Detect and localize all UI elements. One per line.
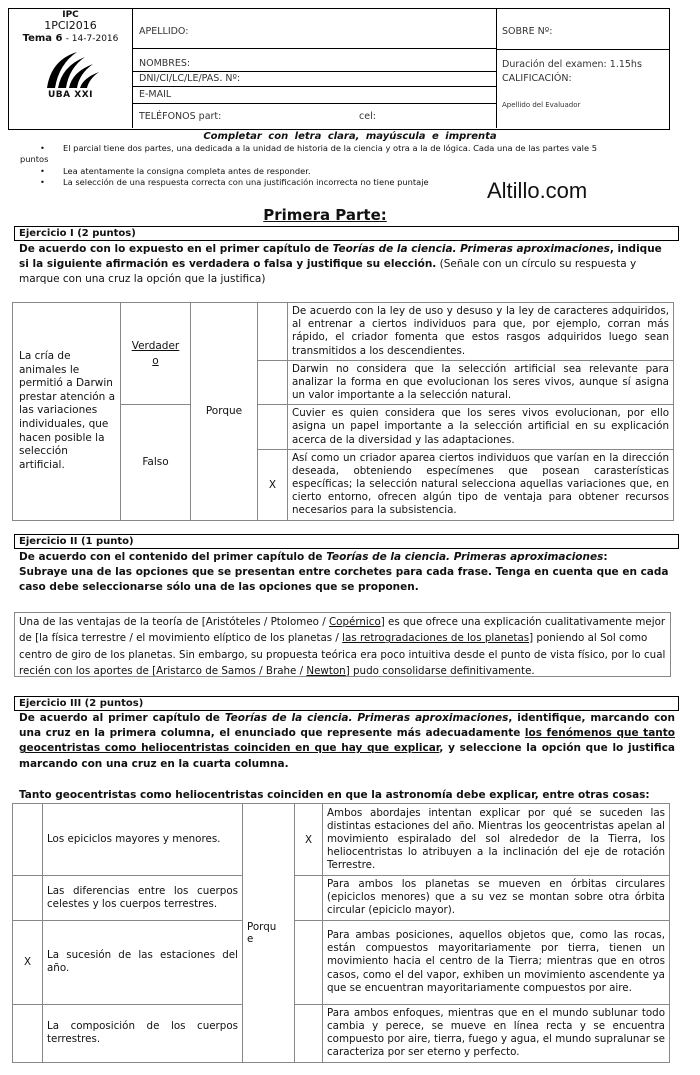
- ej1-stmt-a: De acuerdo con lo expuesto en el primer capítulo de: [19, 243, 333, 255]
- ej1-mark-cell[interactable]: [258, 360, 288, 405]
- ej2-title-text: Ejercicio II (1 punto): [19, 536, 134, 547]
- ej2-stmt-a: De acuerdo con el contenido del primer capítulo de: [19, 551, 327, 563]
- ej1-option-1: De acuerdo con la ley de uso y desuso y la ley de caracteres adquiridos, al entrenar a ciertos individuos para que, por ejemplo, corran más rápido, el criador fomenta que estos rasgos adquiridos luego sean transmitidos a los descendientes.: [288, 303, 674, 361]
- ej3-stmt-u: los fenómenos que tanto geocentristas como heliocentristas coinciden en que hay que explicar: [19, 727, 675, 755]
- ej3-left-mark[interactable]: [13, 1004, 43, 1062]
- ej2-book: Teorías de la ciencia. Primeras aproximaciones: [326, 551, 604, 563]
- ej2-paragraph: [14, 612, 671, 677]
- ej1-statement: [19, 242, 675, 288]
- ej2-p2: ] es que ofrece una explicación cualitativamente mejor de [la física terrestre / el movimiento elíptico de los planetas /: [19, 616, 666, 645]
- instruction-2: Lea atentamente la consigna completa antes de responder.: [63, 166, 311, 176]
- email-field[interactable]: E-MAIL: [133, 87, 496, 104]
- ej1-mark-cell[interactable]: X: [258, 449, 288, 520]
- telefonos-label: TELÉFONOS part:: [139, 111, 222, 122]
- ej1-stmt-c: (Señale con un círculo su respuesta y marque con una cruz la opción que la justifica): [19, 258, 637, 286]
- instruction-3: La selección de una respuesta correcta con una justificación incorrecta no tiene puntaje: [63, 177, 429, 187]
- calificacion-field[interactable]: CALIFICACIÓN:: [502, 73, 572, 84]
- ej3-right-4: Para ambos enfoques, mientras que en el mundo sublunar todo cambia y perece, se mueve en línea recta y se encuentra compuesto por aire, tierra, fuego y agua, el mundo supralunar se caracteriza por ser eterno y perfecto.: [323, 1004, 670, 1062]
- exam-header: [8, 8, 670, 130]
- ej1-verdadero-label: Verdadero: [131, 339, 180, 367]
- ej1-title: [14, 226, 679, 241]
- bullet-dot: •: [40, 177, 45, 187]
- ej1-claim: La cría de animales le permitió a Darwin prestar atención a las variaciones individuales, que hacen posible la selección artificial.: [13, 303, 121, 521]
- ej3-left-mark[interactable]: [13, 804, 43, 876]
- ej3-book: Teorías de la ciencia. Primeras aproximaciones: [224, 712, 509, 724]
- cel-label: cel:: [359, 111, 376, 122]
- evaluador-label: Apellido del Evaluador: [502, 101, 581, 109]
- ej2-stmt-b: :: [603, 551, 608, 563]
- ej3-right-1: Ambos abordajes intentan explicar por qué se suceden las distintas estaciones del año. Mientras los geocentristas apelan al movimiento espiralado del sol alrededor de la Tierra, los heliocentristas lo atribuyen a la inclinación del eje de rotación Terrestre.: [323, 804, 670, 876]
- grading-fields: [497, 9, 669, 128]
- ej3-right-3: Para ambas posiciones, aquellos objetos que, como las rocas, están compuestos mayoritariamente por tierra, tienen un movimiento hacia el centro de la Tierra; mientras que en otros casos, como el del vapor, exhiben un movimiento ascendente ya que se encuentran mayoritariamente compuestos por aire.: [323, 920, 670, 1004]
- logo-cell: [9, 9, 133, 128]
- ej3-right-mark[interactable]: [295, 876, 323, 921]
- ej3-table: [12, 803, 670, 1063]
- ej3-right-mark[interactable]: [295, 1004, 323, 1062]
- ej2-p3: ] poniendo al Sol como centro de giro de los planetas. Sin embargo, su propuesta teórica era poco intuitiva desde el punto de vista físico, por lo cual recién con los aportes de [Aristarco de Samos / Brahe /: [19, 632, 666, 678]
- course-label: IPC: [62, 10, 79, 20]
- ej1-option-2: Darwin no considera que la selección artificial sea relevante para analizar la forma en que evolucionan los seres vivos, aunque sí asigna un valor importante a la selección natural.: [288, 360, 674, 405]
- dni-field[interactable]: DNI/CI/LC/LE/PAS. Nº:: [133, 72, 496, 87]
- ej1-verdadero-option[interactable]: [121, 303, 191, 405]
- ej1-stmt-b: , indique si la siguiente afirmación es verdadera o falsa y justifique su elección.: [19, 243, 662, 271]
- ej2-choice-3[interactable]: Newton: [306, 665, 346, 678]
- ej2-p1: Una de las ventajas de la teoría de [Aristóteles / Ptolomeo /: [19, 616, 329, 628]
- student-fields: [133, 9, 497, 128]
- ej3-right-mark[interactable]: X: [295, 804, 323, 876]
- ej3-left-3: La sucesión de las estaciones del año.: [43, 920, 243, 1004]
- ej1-title-text: Ejercicio I (2 puntos): [19, 228, 136, 239]
- ej1-mark-cell[interactable]: [258, 405, 288, 450]
- ej3-left-1: Los epiciclos mayores y menores.: [43, 804, 243, 876]
- ej3-left-mark[interactable]: [13, 876, 43, 921]
- ej3-statement: [19, 711, 675, 772]
- ej1-option-3: Cuvier es quien considera que los seres vivos evolucionan, por ello asigna un papel importante a la selección artificial en su explicación acerca de la diversidad y las adaptaciones.: [288, 405, 674, 450]
- bullet-dot: •: [40, 143, 45, 153]
- ej3-left-2: Las diferencias entre los cuerpos celestes y los cuerpos terrestres.: [43, 876, 243, 921]
- ej1-mark-cell[interactable]: [258, 303, 288, 361]
- ej1-table: [12, 302, 674, 521]
- ej3-left-4: La composición de los cuerpos terrestres.: [43, 1004, 243, 1062]
- ej3-title: [14, 696, 679, 711]
- telefonos-field[interactable]: [133, 104, 496, 128]
- ej2-statement: [19, 550, 675, 596]
- apellido-field[interactable]: APELLIDO:: [133, 9, 496, 49]
- ej1-porque: Porque: [191, 303, 258, 521]
- duracion-label: Duración del examen: 1.15hs: [502, 59, 642, 70]
- watermark: Altillo.com: [487, 178, 588, 203]
- ej3-porque-label: Porque: [247, 920, 277, 945]
- ej3-title-text: Ejercicio III (2 puntos): [19, 698, 144, 709]
- uba-logo-icon: [41, 48, 101, 90]
- part-title: Primera Parte:: [263, 206, 387, 224]
- ej3-stmt-c: , y seleccione la opción que lo justifica marcando con una cruz en la cuarta columna.: [19, 742, 675, 770]
- ej1-book: Teorías de la ciencia. Primeras aproximaciones: [332, 243, 610, 255]
- ej2-choice-1[interactable]: Copérnico: [328, 616, 381, 628]
- instructions-title: Completar con letra clara, mayúscula e imprenta: [203, 131, 497, 142]
- exam-date: - 14-7-2016: [65, 34, 119, 44]
- ej3-right-2: Para ambos los planetas se mueven en órbitas circulares (epiciclos menores) que a su vez se montan sobre otra órbita circular (epiciclo mayor).: [323, 876, 670, 921]
- instruction-1-cont: puntos: [20, 154, 49, 164]
- ej2-p4: ] pudo consolidarse definitivamente.: [345, 665, 535, 678]
- ej3-left-mark[interactable]: X: [13, 920, 43, 1004]
- nombres-field[interactable]: NOMBRES:: [133, 49, 496, 72]
- ej3-stmt-b: , identifique, marcando con una cruz en la primera columna, el enunciado que represente más adecuadamente: [19, 712, 675, 740]
- bullet-dot: •: [40, 166, 45, 176]
- ej3-right-mark[interactable]: [295, 920, 323, 1004]
- ej1-falso-option[interactable]: Falso: [121, 405, 191, 520]
- logo-text: UBA XXI: [48, 90, 93, 100]
- course-code: 1PCI2016: [44, 19, 97, 32]
- ej3-lead: Tanto geocentristas como heliocentristas coinciden en que la astronomía debe explicar, entre otras cosas:: [19, 789, 650, 801]
- instruction-1: El parcial tiene dos partes, una dedicada a la unidad de historia de la ciencia y otra a la de lógica. Cada una de las partes vale 5: [63, 143, 597, 153]
- ej2-choice-2[interactable]: las retrogradaciones de los planetas: [342, 632, 530, 645]
- ej3-porque: [243, 804, 295, 1063]
- ej3-stmt-a: De acuerdo al primer capítulo de: [19, 712, 225, 724]
- theme-label: Tema 6: [22, 33, 63, 44]
- ej2-stmt-c: Subraye una de las opciones que se presentan entre corchetes para cada frase. Tenga en cuenta que en cada caso debe seleccionarse sólo una de las opciones que se proponen.: [19, 566, 669, 594]
- sobre-field[interactable]: SOBRE Nº:: [502, 26, 553, 37]
- ej1-option-4: Así como un criador aparea ciertos individuos que varían en la dirección deseada, obteniendo especímenes que posean carasterísticas específicas; la selección natural selecciona aquellas variaciones que, en cierto entorno, ofrecen algún tipo de ventaja para obtener recursos necesarios para la subsistencia.: [288, 449, 674, 520]
- ej2-title: [14, 534, 679, 549]
